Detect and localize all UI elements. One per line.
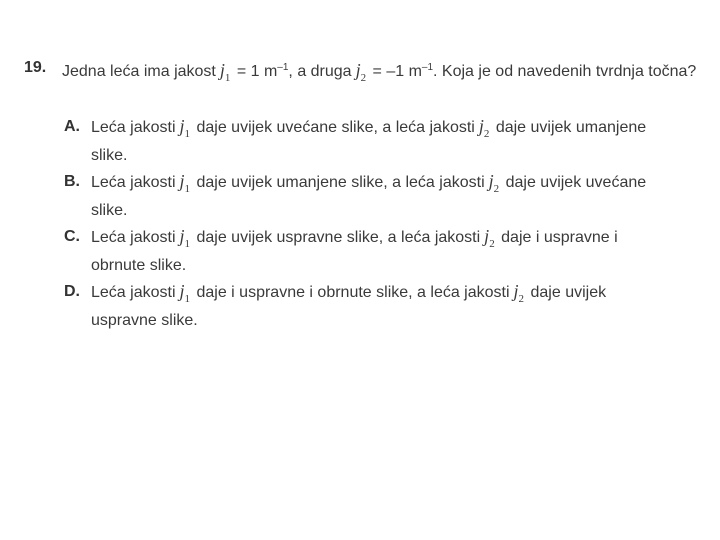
question-mid: , a druga [288, 63, 352, 80]
option-letter: C. [64, 228, 80, 245]
option-letter: B. [64, 173, 80, 190]
variable-j1 [179, 116, 191, 140]
question-text [62, 57, 704, 89]
variable-symbol: j [484, 226, 490, 246]
variable-subscript: 1 [224, 72, 231, 84]
variable-subscript: 2 [489, 238, 495, 250]
option-text [91, 226, 704, 276]
variable-j1 [179, 171, 191, 195]
option-part: Leća jakosti [91, 229, 176, 246]
variable-symbol: j [179, 281, 185, 301]
variable-j2 [484, 226, 495, 250]
variable-symbol: j [179, 171, 185, 191]
option-text [91, 116, 704, 166]
variable-subscript: 2 [360, 72, 367, 84]
variable-j1 [179, 281, 191, 305]
option-part: daje uvijek uspravne slike. [91, 284, 607, 329]
variable-subscript: 2 [518, 293, 525, 305]
option-part: daje uvijek uspravne slike, a leća jakosti [196, 229, 481, 246]
variable-subscript: 2 [493, 183, 500, 195]
exponent-2: –1 [421, 62, 434, 73]
variable-subscript: 1 [184, 238, 191, 250]
option-part: daje i uspravne i obrnute slike. [91, 229, 618, 274]
variable-symbol: j [478, 116, 484, 136]
exponent-1: –1 [277, 62, 289, 73]
variable-j1 [179, 226, 191, 250]
question-end: . Koja je od navedenih tvrdnja točna? [433, 63, 697, 80]
question-number: 19. [24, 59, 47, 76]
variable-symbol: j [355, 60, 361, 80]
variable-symbol: j [219, 60, 225, 80]
option-part: daje uvijek uvećane slike, a leća jakosti [196, 119, 475, 136]
option-text [91, 171, 704, 221]
question-intro: Jedna leća ima jakost [62, 63, 216, 80]
variable-subscript: 2 [483, 128, 490, 140]
option-text [91, 281, 704, 331]
question-stem [24, 57, 704, 89]
option-a[interactable] [24, 116, 704, 166]
variable-subscript: 1 [184, 183, 191, 195]
option-b[interactable] [24, 171, 704, 221]
option-letter: A. [64, 118, 80, 135]
option-letter: D. [64, 283, 80, 300]
option-part: Leća jakosti [91, 174, 176, 191]
option-part: daje i uspravne i obrnute slike, a leća jakosti [196, 284, 510, 301]
option-part: daje uvijek umanjene slike. [91, 119, 647, 164]
option-part: Leća jakosti [91, 119, 176, 136]
option-part: daje uvijek uvećane slike. [91, 174, 647, 219]
equation-2: = –1 m [372, 63, 422, 80]
variable-symbol: j [179, 226, 185, 246]
variable-j2 [513, 281, 525, 305]
variable-subscript: 1 [184, 293, 191, 305]
variable-j2 [478, 116, 490, 140]
question-block [24, 57, 704, 336]
variable-symbol: j [488, 171, 494, 191]
variable-j2 [488, 171, 500, 195]
option-part: Leća jakosti [91, 284, 176, 301]
variable-subscript: 1 [184, 128, 191, 140]
option-c[interactable] [24, 226, 704, 276]
variable-symbol: j [179, 116, 185, 136]
equation-1: = 1 m [236, 63, 278, 80]
option-d[interactable] [24, 281, 704, 331]
variable-j2 [355, 60, 367, 84]
option-part: daje uvijek umanjene slike, a leća jakosti [196, 174, 485, 191]
variable-j1 [219, 60, 231, 84]
variable-symbol: j [513, 281, 519, 301]
answer-options [24, 116, 704, 331]
